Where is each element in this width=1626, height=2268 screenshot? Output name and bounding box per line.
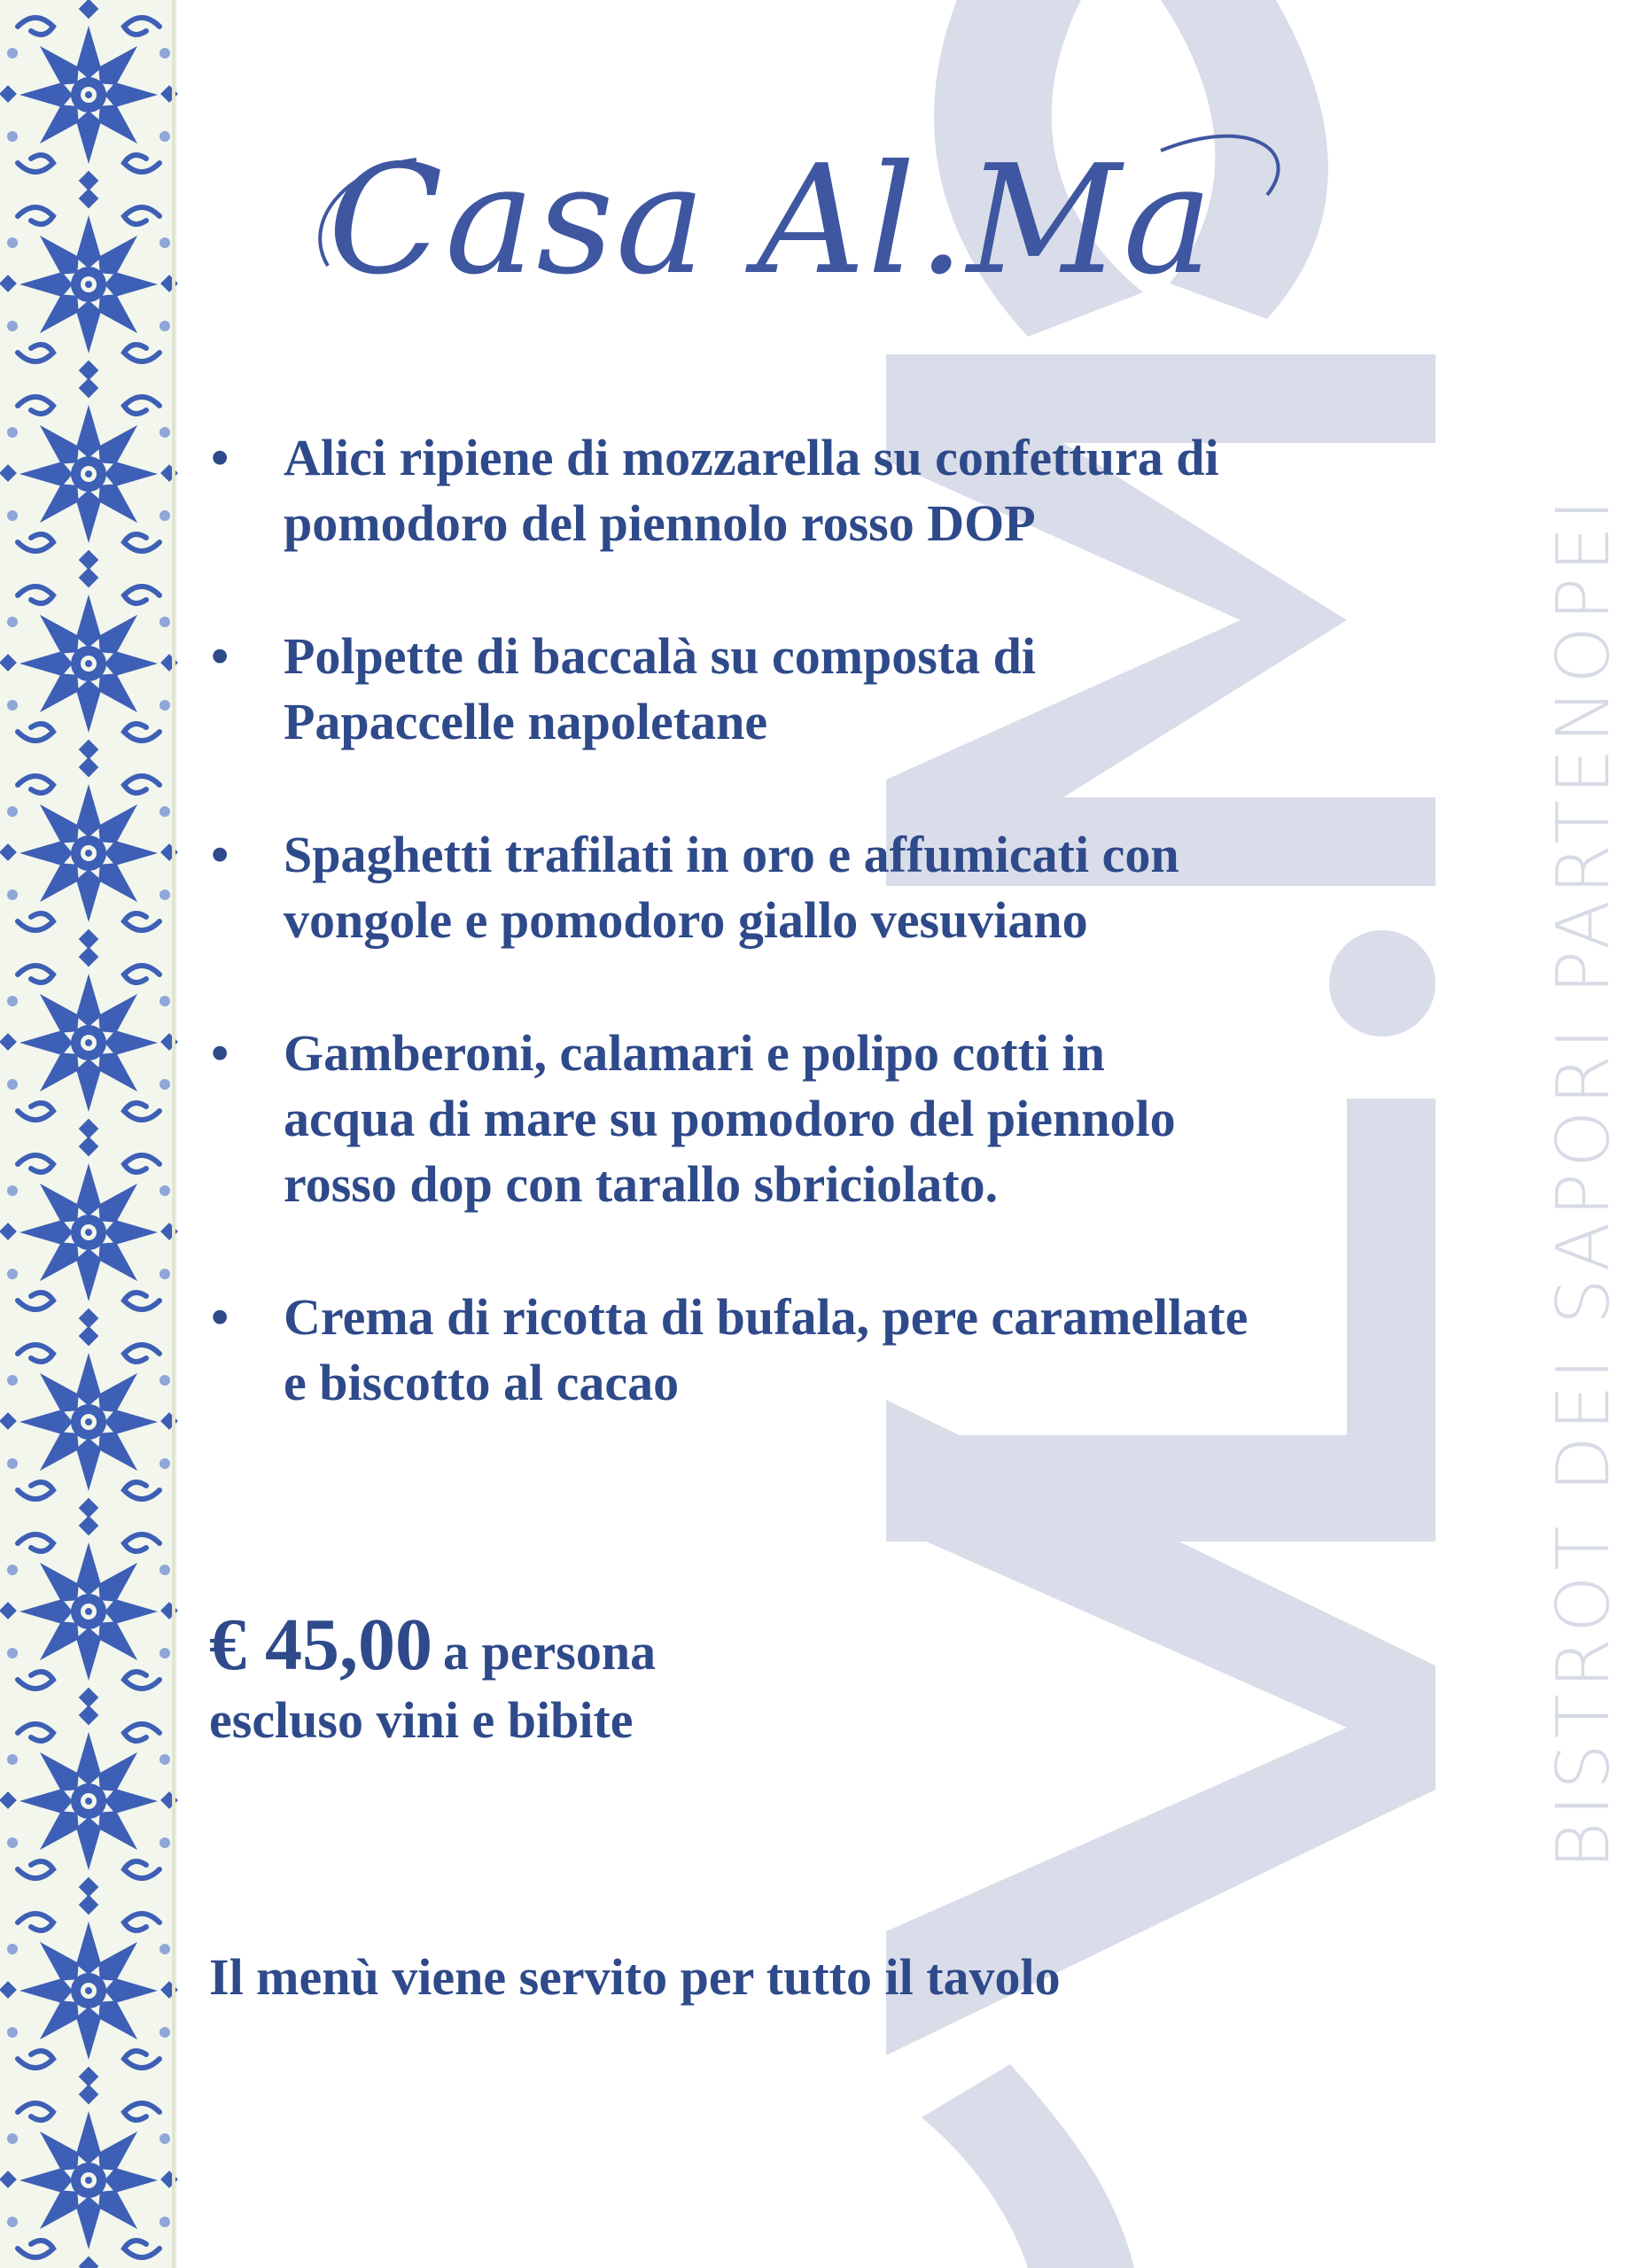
menu-item-line: vongole e pomodoro giallo vesuviano (284, 891, 1088, 949)
tile-pattern-icon (0, 0, 177, 2268)
menu-item (204, 425, 1462, 556)
menu-item-line: Spaghetti trafilati in oro e affumicati con (284, 826, 1179, 883)
menu-item-line: Gamberoni, calamari e polipo cotti in (284, 1024, 1105, 1082)
menu-item (204, 822, 1462, 953)
bullet-icon: • (211, 1288, 230, 1346)
bistrot-tagline: BISTROT DEI SAPORI PARTENOPEI (1542, 493, 1626, 1869)
menu-list (204, 425, 1462, 1483)
price-note: escluso vini e bibite (209, 1691, 634, 1749)
menu-item-line: Alici ripiene di mozzarella su confettura di (284, 429, 1219, 486)
footer-note: Il menù viene servito per tutto il tavolo (209, 1948, 1061, 2006)
bullet-icon: • (211, 826, 230, 883)
tile-border (0, 0, 177, 2268)
bullet-icon: • (211, 429, 230, 486)
menu-item-line: Papaccelle napoletane (284, 693, 768, 750)
price-unit: a persona (443, 1623, 657, 1681)
menu-item-line: Crema di ricotta di bufala, pere caramellate (284, 1288, 1249, 1346)
menu-item-line: acqua di mare su pomodoro del piennolo (284, 1090, 1176, 1147)
price-block (209, 1602, 656, 1753)
menu-item-line: Polpette di baccalà su composta di (284, 627, 1037, 685)
menu-item (204, 1285, 1462, 1416)
menu-item-line: pomodoro del piennolo rosso DOP (284, 494, 1036, 552)
bullet-icon: • (211, 1024, 230, 1082)
menu-item (204, 624, 1462, 755)
bullet-icon: • (211, 627, 230, 685)
menu-item-line: e biscotto al cacao (284, 1354, 680, 1411)
menu-item (204, 1021, 1462, 1217)
menu-item-line: rosso dop con tarallo sbriciolato. (284, 1155, 999, 1213)
price-amount: € 45,00 (209, 1604, 432, 1686)
page-title: Casa Al.Ma (328, 133, 1215, 308)
